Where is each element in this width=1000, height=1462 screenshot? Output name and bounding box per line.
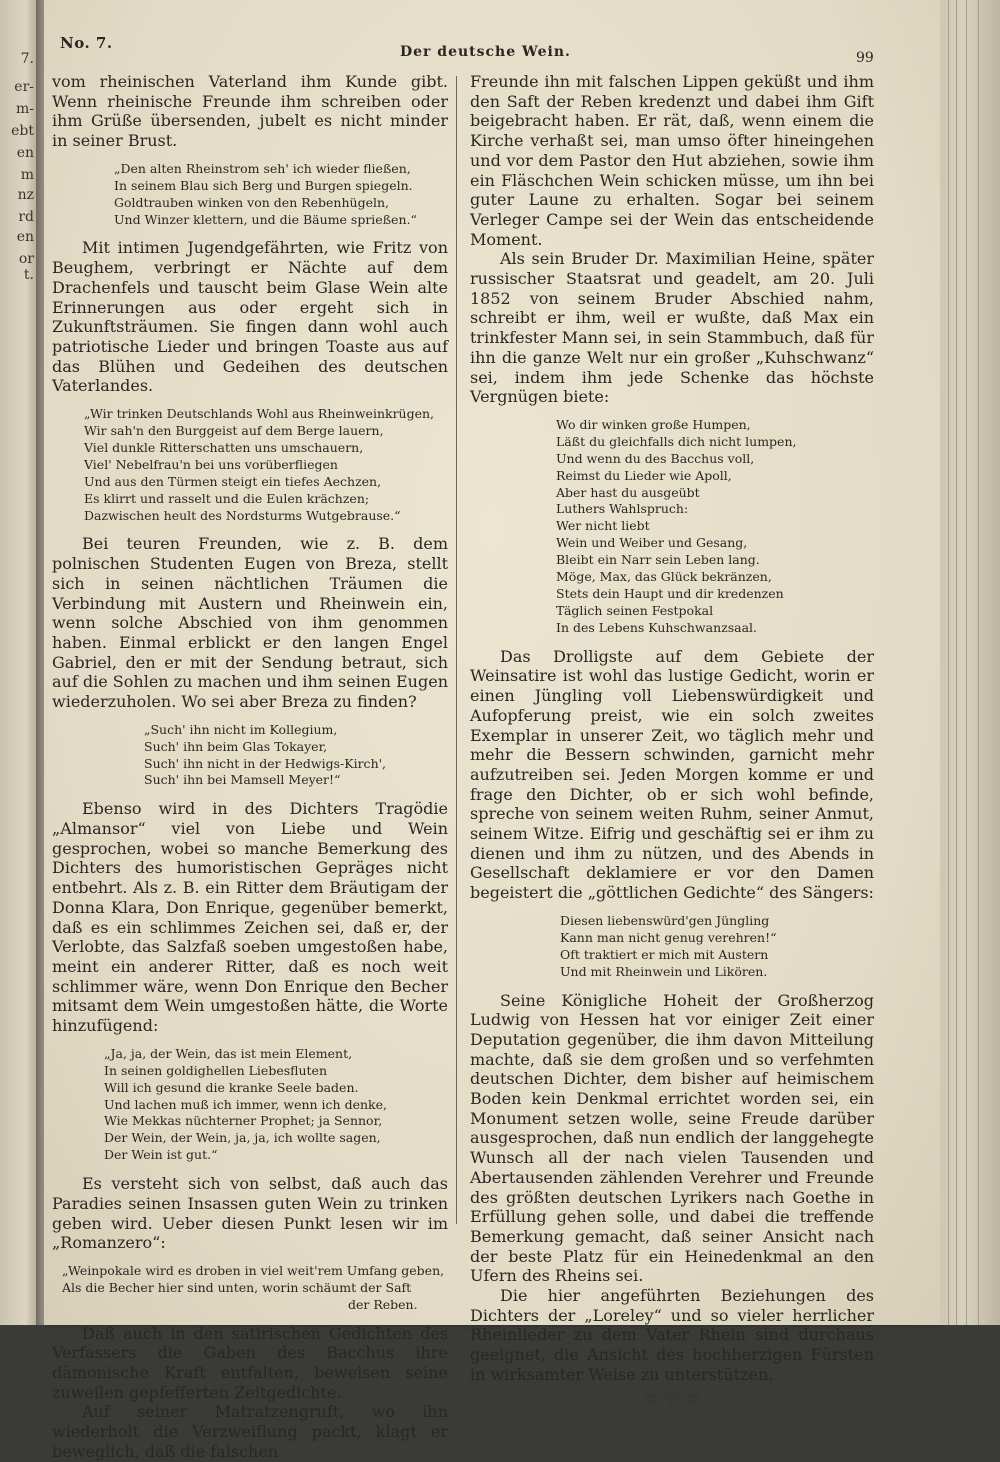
verse-line: Und aus den Türmen steigt ein tiefes Aechzen, — [84, 473, 382, 489]
verse-line: Oft traktiert er mich mit Austern — [560, 946, 769, 962]
verse-line: Aber hast du ausgeübt — [556, 484, 700, 500]
previous-page-edge — [0, 0, 36, 1325]
verse-line: „Ja, ja, der Wein, das ist mein Element, — [104, 1045, 353, 1061]
verse-line: Und lachen muß ich immer, wenn ich denke, — [104, 1096, 387, 1112]
verse-line: Als die Becher hier sind unten, worin schäumt der Saft — [62, 1279, 412, 1295]
verse-line: In seinem Blau sich Berg und Burgen spiegeln. — [114, 177, 413, 193]
verse-block — [52, 1046, 448, 1164]
prev-fragment: en — [16, 145, 34, 161]
prev-fragment: m- — [15, 101, 34, 117]
verse-block — [52, 161, 448, 229]
column-divider — [456, 76, 457, 1224]
paragraph: Es versteht sich von selbst, daß auch das Paradies seinen Insassen guten Wein zu trinken geben wird. Ueber diesen Punkt lesen wir im „Romanzero“: — [52, 1174, 448, 1253]
prev-fragment: rd — [18, 209, 34, 225]
page-number: 99 — [856, 50, 874, 66]
verse-line: Stets dein Haupt und dir kredenzen — [556, 586, 784, 602]
verse-block — [52, 1263, 448, 1314]
verse-line: Wer nicht liebt — [556, 518, 650, 534]
verse-line: Und wenn du des Bacchus voll, — [556, 450, 755, 466]
verse-line: Täglich seinen Festpokal — [556, 602, 714, 618]
verse-line: Bleibt ein Narr sein Leben lang. — [556, 552, 760, 568]
verse-line: Der Wein, der Wein, ja, ja, ich wollte sagen, — [104, 1130, 381, 1146]
verse-line: Und Winzer klettern, und die Bäume sprießen.“ — [114, 211, 417, 227]
verse-block — [470, 913, 874, 981]
prev-fragment: m — [20, 167, 34, 183]
issue-number: No. 7. — [60, 34, 113, 52]
verse-line: Dazwischen heult des Nordsturms Wutgebrause.“ — [84, 507, 401, 523]
verse-block — [52, 406, 448, 524]
verse-line: Such' ihn beim Glas Tokayer, — [144, 738, 328, 754]
prev-fragment: ebt — [11, 123, 34, 139]
paragraph: Freunde ihn mit falschen Lippen geküßt und ihm den Saft der Reben kredenzt und dabei ihm Gift beigebracht haben. Er rät, daß, wenn einem die Kirche verhaßt sei, man umso öfter hineingehen und vor dem Pastor den Hut abziehen, sowie ihm ein Fläschchen Wein schicken müsse, um ihn bei guter Laune zu erhalten. Sogar bei seinem Verleger Campe sei der Wein das entscheidende Moment. — [470, 72, 874, 249]
verse-line: „Den alten Rheinstrom seh' ich wieder fließen, — [114, 160, 411, 176]
verse-line: Es klirrt und rasselt und die Eulen krächzen; — [84, 490, 370, 506]
verse-block — [52, 722, 448, 790]
left-column — [52, 72, 448, 1462]
verse-line: „Such' ihn nicht im Kollegium, — [144, 721, 338, 737]
verse-line: Goldtrauben winken von den Rebenhügeln, — [114, 194, 389, 210]
verse-line: Such' ihn bei Mamsell Meyer!“ — [144, 772, 341, 788]
paragraph: Das Drolligste auf dem Gebiete der Weinsatire ist wohl das lustige Gedicht, worin er einen Jüngling voll Liebenswürdigkeit und Aufopferung preist, wie ein solch zweites Exemplar in unserer Zeit, wo täglich mehr und mehr die Bessern schwinden, garnicht mehr aufzutreiben sei. Jeden Morgen komme er und frage den Dichter, ob er sich wohl befinde, spreche von seinem weiten Ruhm, seiner Anmut, seinem Witze. Eifrig und geschäftig sei er ihm zu dienen und ihm zu nützen, und des Abends in Gesellschaft deklamiere er vor den Damen begeistert die „göttlichen Gedichte“ des Sängers: — [470, 646, 874, 903]
end-ornament: ♡♡♡ — [644, 1392, 710, 1408]
verse-line: „Wir trinken Deutschlands Wohl aus Rheinweinkrügen, — [84, 406, 435, 422]
verse-line: Luthers Wahlspruch: — [556, 501, 689, 517]
verse-line: In des Lebens Kuhschwanzsaal. — [556, 619, 757, 635]
prev-fragment: en — [16, 229, 34, 245]
prev-fragment: er- — [14, 79, 34, 95]
verse-block — [470, 417, 874, 637]
verse-line: Kann man nicht genug verehren!“ — [560, 929, 777, 945]
paragraph: Bei teuren Freunden, wie z. B. dem polnischen Studenten Eugen von Breza, stellt sich in seinen nächtlichen Träumen die Verbindung mit Austern und Rheinwein ein, wenn solche Abschied von ihm genommen haben. Einmal erblickt er den langen Engel Gabriel, den er mit der Sendung betraut, sich auf die Sohlen zu machen und ihm seinen Eugen wiederzuholen. Wo sei aber Breza zu finden? — [52, 534, 448, 712]
verse-line: Wo dir winken große Humpen, — [556, 416, 751, 432]
verse-line: Läßt du gleichfalls dich nicht lumpen, — [556, 433, 797, 449]
verse-line: Der Wein ist gut.“ — [104, 1147, 218, 1163]
paragraph: vom rheinischen Vaterland ihm Kunde gibt. Wenn rheinische Freunde ihm schreiben oder ihm Grüße übersenden, jubelt es nicht minder in seiner Brust. — [52, 72, 448, 151]
verse-line: Such' ihn nicht in der Hedwigs-Kirch', — [144, 755, 387, 771]
prev-fragment: or — [18, 251, 34, 267]
verse-line: Wein und Weiber und Gesang, — [556, 535, 748, 551]
paragraph: Mit intimen Jugendgefährten, wie Fritz von Beughem, verbringt er Nächte auf dem Drachenfels und tauscht beim Glase Wein alte Erinnerungen aus oder ergeht sich in Zukunftsträumen. Sie fingen dann wohl auch patriotische Lieder und bringen Toaste aus auf das Blühen und Gedeihen des deutschen Vaterlandes. — [52, 238, 448, 396]
paragraph: Die hier angeführten Beziehungen des Dichters der „Loreley“ und so vieler herrlicher Rheinlieder zu dem Vater Rhein sind durchaus geeignet, die Ansicht des hochherzigen Fürsten in wirksamter Weise zu unterstützen. — [470, 1286, 874, 1384]
paragraph: Daß auch in den satirischen Gedichten des Verfassers die Gaben des Bacchus ihre dämonische Kraft entfalten, beweisen seine zuweilen gepfefferten Zeitgedichte. — [52, 1323, 448, 1402]
verse-line: Will ich gesund die kranke Seele baden. — [104, 1079, 359, 1095]
prev-fragment: nz — [17, 187, 34, 203]
prev-fragment: t. — [23, 267, 34, 283]
verse-line: Viel dunkle Ritterschatten uns umschauern, — [84, 439, 364, 455]
verse-line: der Reben. — [348, 1296, 418, 1312]
prev-fragment: 7. — [20, 51, 34, 67]
verse-line: Wie Mekkas nüchterner Prophet; ja Sennor, — [104, 1113, 383, 1129]
running-title: Der deutsche Wein. — [400, 44, 571, 60]
verse-line: Viel' Nebelfrau'n bei uns vorüberfliegen — [84, 456, 338, 472]
verse-line: Diesen liebenswürd'gen Jüngling — [560, 912, 770, 928]
verse-line: Möge, Max, das Glück bekränzen, — [556, 569, 772, 585]
paragraph: Auf seiner Matratzengruft, wo ihn wiederholt die Verzweiflung packt, klagt er beweglich, daß die falschen — [52, 1402, 448, 1461]
right-column — [470, 72, 874, 1410]
paragraph: Ebenso wird in des Dichters Tragödie „Almansor“ viel von Liebe und Wein gesprochen, wobei so manche Bemerkung des Dichters des humoristischen Gepräges nicht entbehrt. Als z. B. ein Ritter dem Bräutigam der Donna Klara, Don Enrique, gegenüber bemerkt, daß es ein schlimmes Zeichen sei, daß er, der Verlobte, das Salzfaß soeben umgestoßen habe, meint ein anderer Ritter, daß es noch weit schlimmer wäre, wenn Don Enrique den Becher mitsamt dem Wein umgestoßen hätte, die Worte hinzufügend: — [52, 799, 448, 1036]
verse-line: Wir sah'n den Burggeist auf dem Berge lauern, — [84, 422, 384, 438]
verse-line: Und mit Rheinwein und Likören. — [560, 963, 768, 979]
page — [44, 0, 940, 1461]
next-pages-edge — [940, 0, 1000, 1325]
paragraph: Seine Königliche Hoheit der Großherzog Ludwig von Hessen hat vor einiger Zeit einer Deputation gegenüber, die ihm davon Mitteilung machte, daß sie dem großen und so verfehmten deutschen Dichter, dem bisher auf heimischem Boden kein Denkmal errichtet worden sei, ein Monument setzen wolle, seine Freude darüber ausgesprochen, daß nun endlich der langgehegte Wunsch all der nach vielen Tausenden und Abertausenden zählenden Verehrer und Freunde des größten deutschen Lyrikers nach Goethe in Erfüllung gehen solle, und dabei die treffende Bemerkung gemacht, daß seiner Ansicht nach der beste Platz für ein Heinedenkmal an den Ufern des Rheins sei. — [470, 990, 874, 1286]
paragraph: Als sein Bruder Dr. Maximilian Heine, später russischer Staatsrat und geadelt, am 20. Juli 1852 von seinem Bruder Abschied nahm, schreibt er ihm, weil er wußte, daß Max ein trinkfester Mann sei, in sein Stammbuch, daß für ihn die ganze Welt nur ein großer „Kuhschwanz“ sei, indem ihm jede Schenke das höchste Vergnügen biete: — [470, 249, 874, 407]
verse-line: Reimst du Lieder wie Apoll, — [556, 467, 732, 483]
verse-line: „Weinpokale wird es droben in viel weit'rem Umfang geben, — [62, 1262, 445, 1278]
verse-line: In seinen goldighellen Liebesfluten — [104, 1062, 328, 1078]
